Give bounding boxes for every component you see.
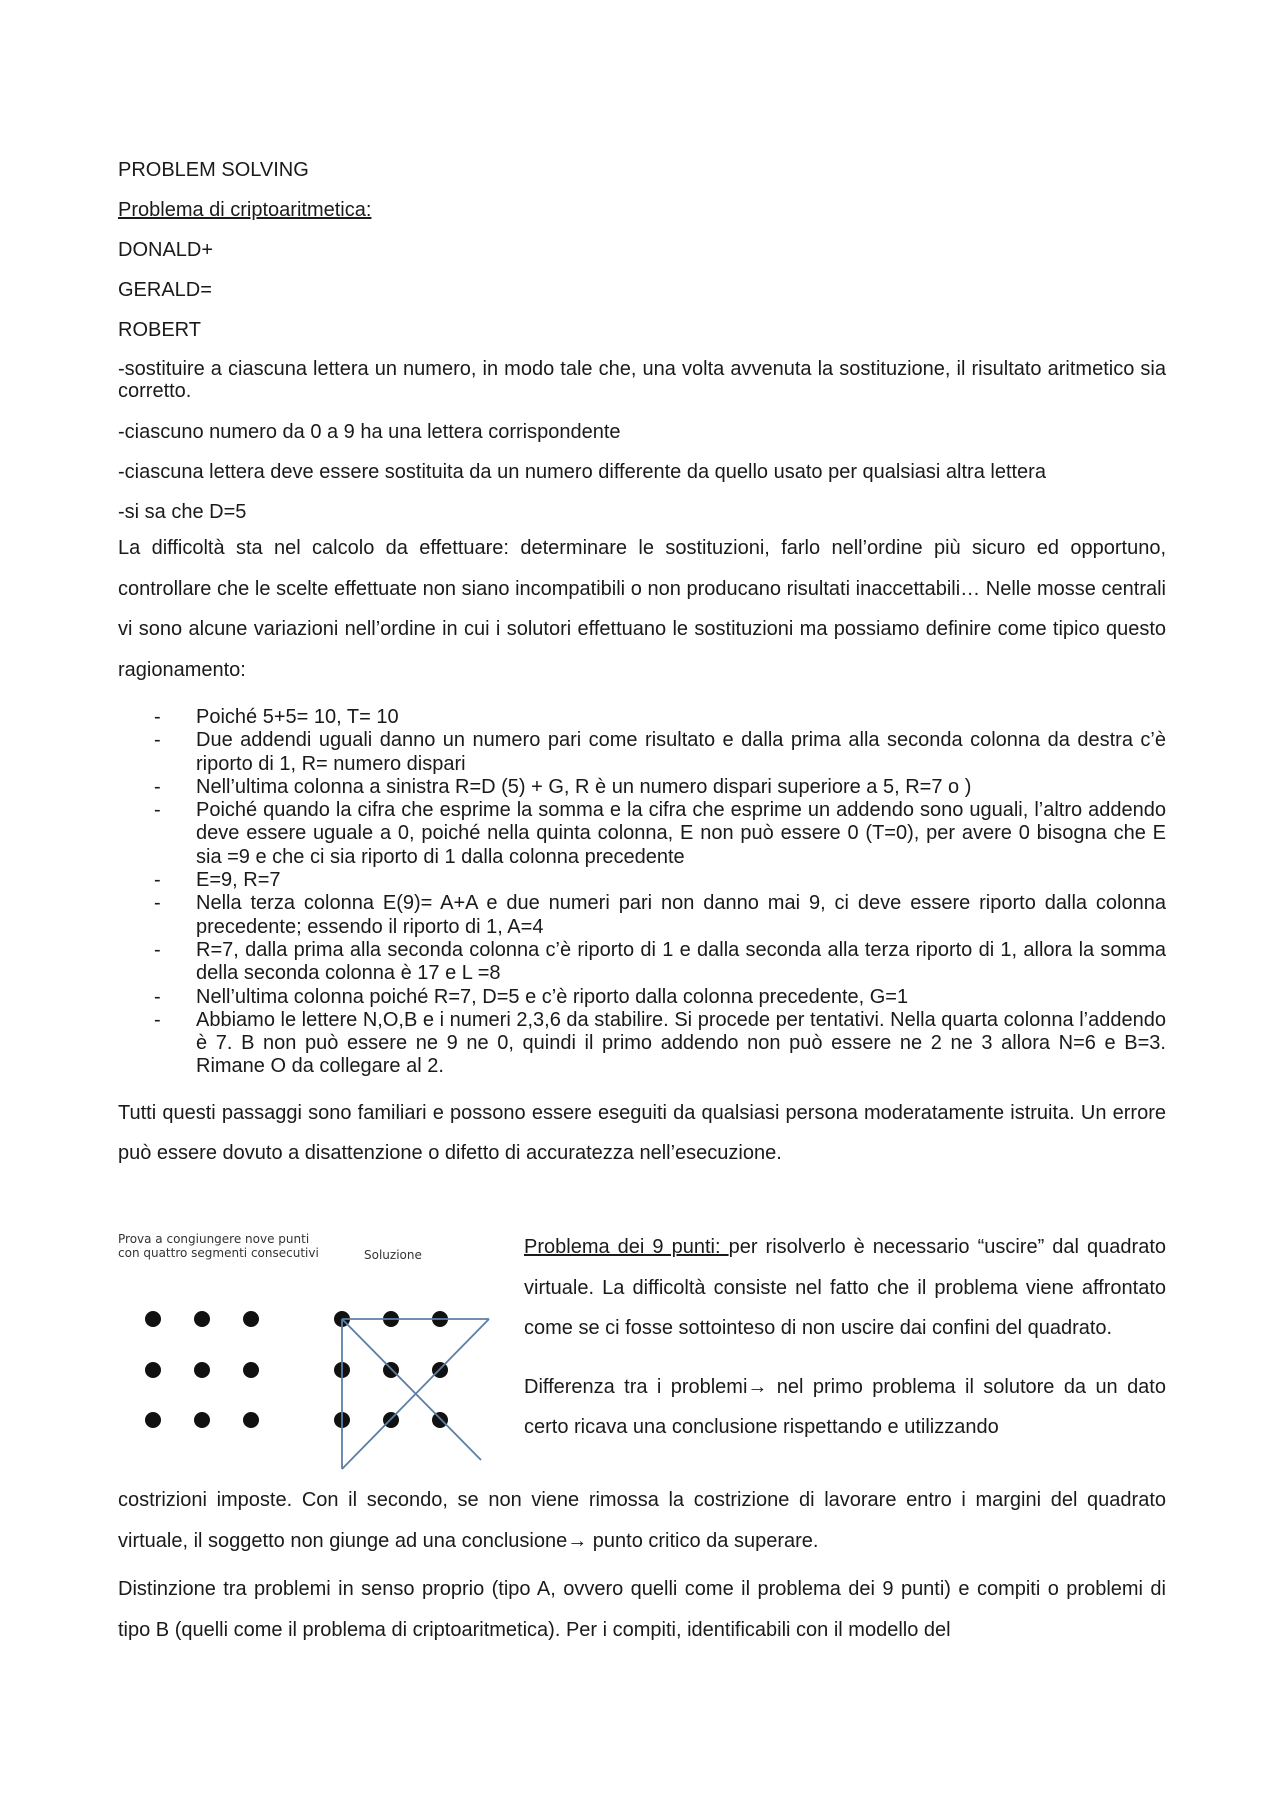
dash-bullet: - — [154, 892, 161, 915]
list-item: - Abbiamo le lettere N,O,B e i numeri 2,3,6 da stabilire. Si procede per tentativi. Nella quarta colonna l’addendo è 7. B non può essere ne 9 ne 0, quindi il primo addendo non può essere ne 2 ne 3 allora N=6 e B=3. Rimane O da collegare al 2. — [154, 1008, 1166, 1078]
arrow-right-icon: → — [747, 1375, 768, 1398]
document-page — [118, 158, 1166, 1180]
difficulty-paragraph: La difficoltà sta nel calcolo da effettuare: determinare le sostituzioni, farlo nell’ordine più sicuro ed opportuno, controllare che le scelte effettuate non siano incompatibili o non producano risultati inaccettabili… Nelle mosse centrali vi sono alcune variazioni nell’ordine in cui i solutori effettuano le sostituzioni ma possiamo definire come tipico questo ragionamento: — [118, 537, 1166, 681]
dot — [194, 1311, 210, 1327]
dot — [243, 1362, 259, 1378]
dash-bullet: - — [154, 938, 161, 961]
dot — [145, 1362, 161, 1378]
difference-paragraph-end — [118, 1480, 1166, 1561]
rule-2: -ciascuno numero da 0 a 9 ha una lettera corrispondente — [118, 421, 621, 443]
dash-bullet: - — [154, 775, 161, 798]
dash-bullet: - — [154, 869, 161, 892]
dot — [194, 1412, 210, 1428]
difference-text-3: punto critico da superare. — [587, 1529, 819, 1552]
list-item: - Nella terza colonna E(9)= A+A e due numeri pari non danno mai 9, ci deve essere riporto dalla colonna precedente; essendo il riporto di 1, A=4 — [154, 892, 1166, 938]
list-item: - Poiché 5+5= 10, T= 10 — [154, 706, 399, 728]
document-title: PROBLEM SOLVING — [118, 159, 309, 181]
equation-line-3: ROBERT — [118, 319, 201, 341]
list-item: - Poiché quando la cifra che esprime la somma e la cifra che esprime un addendo sono uguali, l’altro addendo deve essere uguale a 0, poiché nella quinta colonna, E non può essere 0 (T=0), per avere 0 bisogna che E sia =9 e che ci sia riporto di 1 dalla colonna precedente — [154, 799, 1166, 868]
familiar-paragraph: Tutti questi passaggi sono familiari e possono essere eseguiti da qualsiasi persona moderatamente istruita. Un errore può essere dovuto a disattenzione o difetto di accuratezza nell’esecuzione. — [118, 1101, 1166, 1165]
figure-caption-solution: Soluzione — [364, 1248, 422, 1262]
figure-caption-left-2: con quattro segmenti consecutivi — [118, 1246, 319, 1260]
nine-points-heading: Problema dei 9 punti: — [524, 1236, 729, 1258]
nine-dots-diagram — [118, 1262, 558, 1472]
section-heading-cryptarithm: Problema di criptoaritmetica: — [118, 199, 372, 221]
nine-points-section — [524, 1227, 1166, 1448]
nine-points-paragraph — [524, 1227, 1166, 1349]
distinction-paragraph: Distinzione tra problemi in senso proprio (tipo A, ovvero quelli come il problema dei 9 punti) e compiti o problemi di tipo B (quelli come il problema di criptoaritmetica). Per i compiti, identificabili con il modello del — [118, 1578, 1166, 1641]
dash-bullet: - — [154, 799, 161, 822]
continuation-section — [118, 1480, 1166, 1656]
difference-text-1: nel primo problema il solutore da un dato certo ricava una conclusione rispettando e utilizzando — [524, 1375, 1166, 1438]
difference-label: Differenza tra i problemi — [524, 1375, 748, 1398]
solution-steps-list — [118, 706, 1166, 1079]
rule-4: -si sa che D=5 — [118, 501, 247, 523]
rule-1: -sostituire a ciascuna lettera un numero, in modo tale che, una volta avvenuta la sostituzione, il risultato aritmetico sia corretto. — [118, 358, 1166, 402]
dot — [432, 1412, 448, 1428]
dash-bullet: - — [154, 985, 161, 1008]
dot — [243, 1311, 259, 1327]
difference-text-2: costrizioni imposte. Con il secondo, se non viene rimossa la costrizione di lavorare entro i margini del quadrato virtuale, il soggetto non giunge ad una conclusione — [118, 1489, 1166, 1552]
dot — [145, 1412, 161, 1428]
solution-segment — [342, 1319, 481, 1460]
list-item: - Due addendi uguali danno un numero pari come risultato e dalla prima alla seconda colonna da destra c’è riporto di 1, R= numero dispari — [154, 729, 1166, 775]
dash-bullet: - — [154, 729, 161, 752]
list-item: - R=7, dalla prima alla seconda colonna c’è riporto di 1 e dalla seconda alla terza riporto di 1, allora la somma della seconda colonna è 17 e L =8 — [154, 938, 1166, 985]
dot — [145, 1311, 161, 1327]
dash-bullet: - — [154, 706, 161, 728]
figure-caption-left-1: Prova a congiungere nove punti — [118, 1232, 310, 1246]
difference-paragraph-start — [524, 1367, 1166, 1448]
list-item: - Nell’ultima colonna poiché R=7, D=5 e c’è riporto dalla colonna precedente, G=1 — [154, 985, 909, 1008]
nine-points-text: per risolverlo è necessario “uscire” dal quadrato virtuale. La difficoltà consiste nel fatto che il problema viene affrontato come se ci fosse sottointeso di non uscire dai confini del quadrato. — [524, 1236, 1167, 1339]
rule-3: -ciascuna lettera deve essere sostituita da un numero differente da quello usato per qualsiasi altra lettera — [118, 461, 1046, 483]
equation-line-2: GERALD= — [118, 279, 212, 301]
puzzle-dots — [145, 1311, 259, 1428]
dot — [243, 1412, 259, 1428]
dot — [194, 1362, 210, 1378]
dash-bullet: - — [154, 1008, 161, 1031]
solution-lines — [342, 1319, 489, 1469]
list-item: - E=9, R=7 — [154, 869, 281, 892]
equation-line-1: DONALD+ — [118, 239, 214, 261]
list-item: - Nell’ultima colonna a sinistra R=D (5) + G, R è un numero dispari superiore a 5, R=7 o ) — [154, 775, 972, 798]
arrow-right-icon: → — [567, 1529, 588, 1552]
